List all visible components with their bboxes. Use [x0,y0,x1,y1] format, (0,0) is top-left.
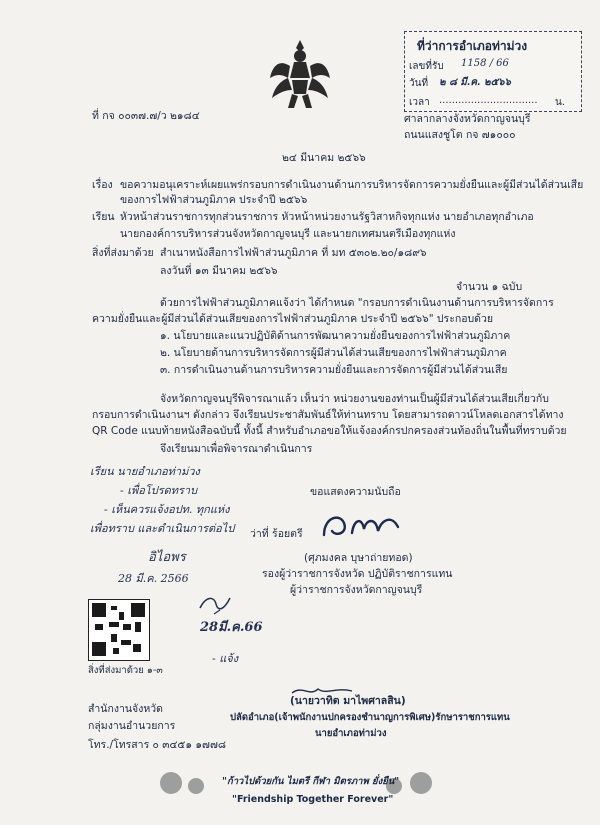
handwritten-line-1: เรียน นายอำเภอท่าม่วง [90,465,200,478]
qr-code [88,599,150,661]
handwritten-note: - แจ้ง [212,652,239,665]
para2-line-1: จังหวัดกาญจนบุรีพิจารณาแล้ว เห็นว่า หน่วยงานของท่านเป็นผู้มีส่วนได้ส่วนเสียเกี่ยวกับ [160,393,549,405]
para1-line-1: ด้วยการไฟฟ้าส่วนภูมิภาคแจ้งว่า ได้กำหนด "กรอบการดำเนินงานด้านการบริหารจัดการ [160,297,554,309]
bottom-signatory-position-1: ปลัดอำเภอ(เจ้าพนักงานปกครองชำนาญการพิเศษ)รักษาราชการแทน [230,712,510,723]
doc-number: ที่ กจ ๐๐๓๗.๗/ว ๒๑๘๔ [92,110,200,122]
signatory-position-1: รองผู้ว่าราชการจังหวัด ปฏิบัติราชการแทน [262,568,453,580]
to-line-1: หัวหน้าส่วนราชการทุกส่วนราชการ หัวหน้าหน่วยงานรัฐวิสาหกิจทุกแห่ง นายอำเภอทุกอำเภอ [120,211,534,223]
dept-2: กลุ่มงานอำนวยการ [88,720,176,732]
attach-line-1: สำเนาหนังสือการไฟฟ้าส่วนภูมิภาค ที่ มท ๕๓๐๒.๒๐/๑๘๙๖ [160,247,427,259]
footer-logo-1 [160,772,182,794]
initial-scribble [196,590,236,616]
subject-line-2: ของการไฟฟ้าส่วนภูมิภาค ประจำปี ๒๕๖๖ [120,194,308,206]
stamp-time-dots: ............................... [439,95,538,106]
doc-date: ๒๔ มีนาคม ๒๕๖๖ [282,152,366,164]
closing-request: จึงเรียนมาเพื่อพิจารณาดำเนินการ [160,443,313,455]
office-name: ศาลากลางจังหวัดกาญจนบุรี [404,113,531,125]
stamp-time-label: เวลา [409,97,430,108]
to-label: เรียน [92,211,115,223]
subject-line-1: ขอความอนุเคราะห์เผยแพร่กรอบการดำเนินงานด้านการบริหารจัดการความยั่งยืนและผู้มีส่วนได้ส่วนเสีย [120,179,584,191]
handwritten-line-2: - เพื่อโปรดทราบ [120,484,198,497]
footer-logo-2 [188,778,204,794]
handwritten-date-2: 28มี.ค.66 [200,620,263,635]
stamp-time-suffix: น. [555,97,566,108]
handwritten-date-1: 28 มี.ค. 2566 [118,572,189,585]
bottom-signatory-position-2: นายอำเภอท่าม่วง [315,728,387,739]
item-1: ๑. นโยบายและแนวปฏิบัติด้านการพัฒนาความยั่งยืนของการไฟฟ้าส่วนภูมิภาค [160,330,511,342]
stamp-date-value: ๒ ๘ มี.ค. ๒๕๖๖ [439,77,511,88]
para1-line-2: ความยั่งยืนและผู้มีส่วนได้ส่วนเสียของการไฟฟ้าส่วนภูมิภาค ประจำปี ๒๕๖๖" ประกอบด้วย [92,313,494,325]
attach-count: จำนวน ๑ ฉบับ [456,281,523,293]
para2-line-2: กรอบการดำเนินงานฯ ดังกล่าว จึงเรียนประชาสัมพันธ์ให้ท่านทราบ โดยสามารถดาวน์โหลดเอกสารได้ทาง [92,409,564,421]
dept-1: สำนักงานจังหวัด [88,703,163,715]
received-stamp [404,31,582,112]
attach-line-2: ลงวันที่ ๑๓ มีนาคม ๒๕๖๖ [160,265,278,277]
attach-label: สิ่งที่ส่งมาด้วย [92,247,154,259]
footer-slogan-th: "ก้าวไปด้วยกัน ไมตรี กีฬา มิตรภาพ ยั่งยืน" [222,776,400,787]
signatory-position-2: ผู้ว่าราชการจังหวัดกาญจนบุรี [290,584,423,596]
office-address: ถนนแสงชูโต กจ ๗๑๐๐๐ [404,129,516,141]
handwritten-sign-1: อิไอพร [148,550,186,565]
stamp-receipt-label: เลขที่รับ [409,61,444,72]
item-2: ๒. นโยบายด้านการบริหารจัดการผู้มีส่วนได้ส่วนเสียของการไฟฟ้าส่วนภูมิภาค [160,347,507,359]
signatory-name: (ศุภมงคล บุษาถ่ายทอด) [304,552,413,564]
to-line-2: นายกองค์การบริหารส่วนจังหวัดกาญจนบุรี และนายกเทศมนตรีเมืองทุกแห่ง [120,228,456,240]
subject-label: เรื่อง [92,179,113,191]
acting-mark: ว่าที่ ร้อยตรี [250,528,303,540]
bottom-signatory-name: (นายวาทิต มาไพศาลสิน) [290,695,406,707]
attach-ref: สิ่งที่ส่งมาด้วย ๑-๓ [88,665,163,676]
para2-line-3: QR Code แนบท้ายหนังสือฉบับนี้ ทั้งนี้ สำหรับอำเภอขอให้แจ้งองค์กรปกครองส่วนท้องถิ่นในพื้นที่ทราบด้วย [92,425,567,437]
garuda-emblem [268,38,332,110]
governor-signature [318,505,414,545]
stamp-date-label: วันที่ [409,78,429,89]
handwritten-line-4: เพื่อทราบ และดำเนินการต่อไป [90,522,235,535]
item-3: ๓. การดำเนินงานด้านการบริหารความยั่งยืนและการจัดการผู้มีส่วนได้ส่วนเสีย [160,364,508,376]
handwritten-line-3: - เห็นควรแจ้งอปท. ทุกแห่ง [104,503,230,516]
closing: ขอแสดงความนับถือ [310,486,401,498]
footer-slogan-en: "Friendship Together Forever" [232,794,394,805]
footer-logo-4 [410,772,432,794]
phone: โทร./โทรสาร ๐ ๓๔๕๑ ๑๗๗๘ [88,739,226,751]
stamp-title: ที่ว่าการอำเภอท่าม่วง [417,39,528,53]
stamp-receipt-value: 1158 / 66 [461,58,509,69]
